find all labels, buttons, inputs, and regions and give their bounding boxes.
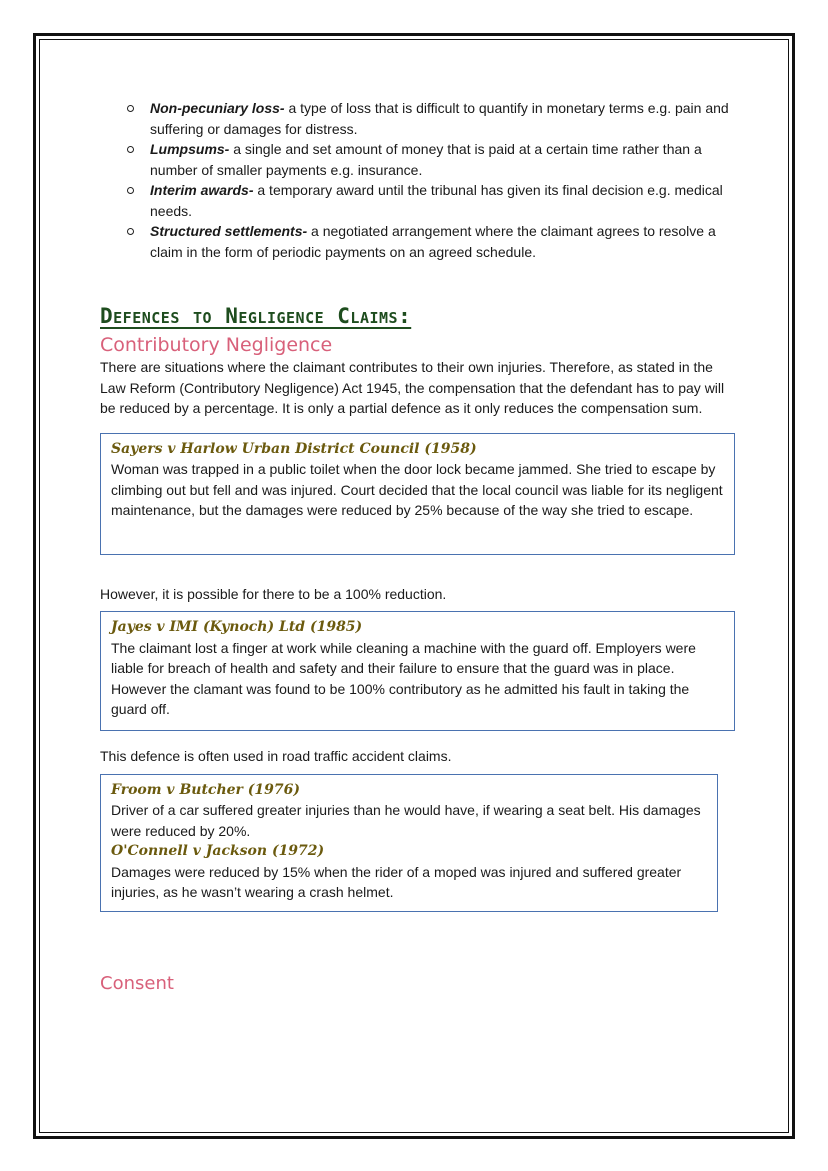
list-item-term: Lumpsums-: [150, 141, 230, 157]
case-text: Woman was trapped in a public toilet when the door lock became jammed. She tried to escape by climbing out but fell and was injured. Court decided that the local council was liable for its negligent maintenance, but the damages were reduced by 25% because of the way she tried to escape.: [111, 461, 723, 518]
bullet-circle-icon: [127, 187, 134, 194]
list-item-term: Structured settlements-: [150, 223, 308, 239]
note-road-traffic: This defence is often used in road traffic accident claims.: [100, 748, 452, 764]
case-title: Sayers v Harlow Urban District Council (1958): [111, 440, 477, 457]
heading-contributory-negligence: Contributory Negligence: [100, 333, 333, 356]
case-title: Jayes v IMI (Kynoch) Ltd (1985): [111, 619, 363, 635]
list-item-text: a negotiated arrangement where the claimant agrees to resolve a claim in the form of periodic payments on an agreed schedule.: [150, 223, 716, 260]
bullet-circle-icon: [127, 146, 134, 153]
case-box-sayers: [100, 433, 735, 555]
bullet-circle-icon: [127, 105, 134, 112]
bullet-circle-icon: [127, 228, 134, 235]
list-item-term: Non-pecuniary loss-: [150, 100, 285, 116]
case-title: Froom v Butcher (1976): [111, 781, 300, 798]
case-box-jayes: [100, 611, 735, 731]
list-item: [150, 98, 735, 139]
case-title: O'Connell v Jackson (1972): [111, 843, 325, 859]
list-item: [150, 139, 735, 180]
section-title-defences: Defences to Negligence Claims:: [100, 304, 412, 328]
damages-types-list: [100, 98, 735, 262]
list-item-term: Interim awards-: [150, 182, 254, 198]
contributory-intro: There are situations where the claimant contributes to their own injuries. Therefore, as stated in the Law Reform (Contributory Negligence) Act 1945, the compensation that the defendant has to pay will be reduced by a percentage. It is only a partial defence as it only reduces the compensation sum.: [100, 359, 725, 416]
list-item-text: a type of loss that is difficult to quantify in monetary terms e.g. pain and suffering or damages for distress.: [150, 100, 729, 137]
list-item: [150, 180, 735, 221]
case-text: Driver of a car suffered greater injuries than he would have, if wearing a seat belt. His damages were reduced by 20%.: [111, 802, 701, 839]
case-box-froom-oconnell: [100, 774, 718, 912]
list-item-text: a single and set amount of money that is paid at a certain time rather than a number of smaller payments e.g. insurance.: [150, 141, 702, 178]
heading-consent: Consent: [100, 972, 174, 994]
document-body: [100, 98, 735, 994]
note-full-reduction: However, it is possible for there to be a 100% reduction.: [100, 585, 447, 602]
list-item: [150, 221, 735, 262]
case-text: The claimant lost a finger at work while cleaning a machine with the guard off. Employers were liable for breach of health and safety and their failure to ensure that the guard was in place. However the clamant was found to be 100% contributory as he admitted his fault in taking the guard off.: [111, 639, 696, 717]
case-text: Damages were reduced by 15% when the rider of a moped was injured and suffered greater injuries, as he wasn’t wearing a crash helmet.: [111, 863, 682, 900]
list-item-text: a temporary award until the tribunal has given its final decision e.g. medical needs.: [150, 182, 723, 219]
